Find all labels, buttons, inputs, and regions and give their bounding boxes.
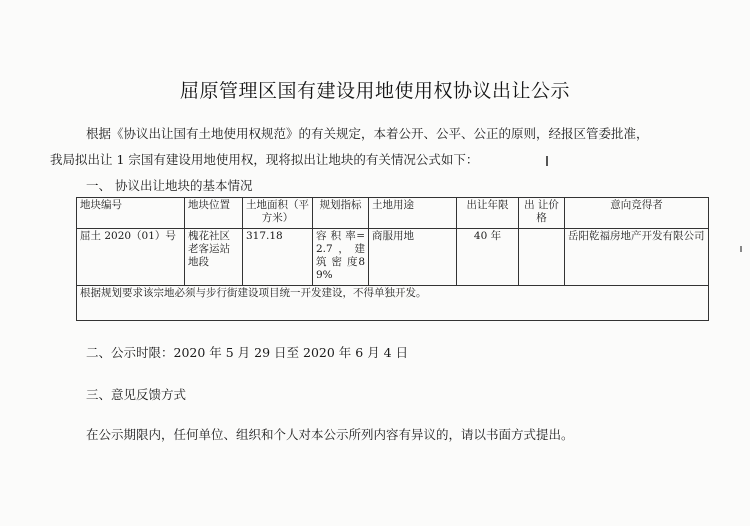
table-note-row bbox=[77, 286, 709, 321]
cell-land-use: 商服用地 bbox=[369, 229, 457, 286]
section-3-heading: 三、意见反馈方式 bbox=[86, 387, 187, 402]
section-3-text: 在公示期限内，任何单位、组织和个人对本公示所列内容有异议的，请以书面方式提出。 bbox=[86, 427, 574, 442]
header-term: 出让年限 bbox=[457, 198, 519, 229]
section-1-heading: 一、 协议出让地块的基本情况 bbox=[86, 178, 253, 193]
intro-paragraph-line-1: 根据《协议出让国有土地使用权规范》的有关规定，本着公开、公平、公正的原则，经报区管委批准， bbox=[86, 126, 649, 141]
scan-mark-edge bbox=[740, 246, 742, 252]
header-area: 土地面积（平方米） bbox=[243, 198, 313, 229]
cell-area: 317.18 bbox=[243, 229, 313, 286]
cell-term: 40 年 bbox=[457, 229, 519, 286]
header-location: 地块位置 bbox=[185, 198, 243, 229]
header-planning: 规划指标 bbox=[313, 198, 369, 229]
header-bidder: 意向竞得者 bbox=[565, 198, 709, 229]
header-parcel-no: 地块编号 bbox=[77, 198, 185, 229]
header-land-use: 土地用途 bbox=[369, 198, 457, 229]
cell-planning: 容 积 率=2.7，建 筑 密 度89% bbox=[313, 229, 369, 286]
cell-parcel-no: 屈土 2020（01）号 bbox=[77, 229, 185, 286]
section-2-heading: 二、公示时限：2020 年 5 月 29 日至 2020 年 6 月 4 日 bbox=[86, 345, 409, 360]
cell-bidder: 岳阳乾福房地产开发有限公司 bbox=[565, 229, 709, 286]
intro-paragraph-line-2: 我局拟出让 1 宗国有建设用地使用权，现将拟出让地块的有关情况公式如下： bbox=[50, 152, 479, 167]
document-title: 屈原管理区国有建设用地使用权协议出让公示 bbox=[179, 80, 570, 102]
header-price: 出 让价 格 bbox=[519, 198, 565, 229]
cell-note: 根据规划要求该宗地必须与步行街建设项目统一开发建设，不得单独开发。 bbox=[77, 286, 709, 321]
scan-mark-right bbox=[546, 156, 548, 166]
cell-price bbox=[519, 229, 565, 286]
table-header-row bbox=[77, 198, 709, 229]
cell-location: 槐花社区老客运站地段 bbox=[185, 229, 243, 286]
parcel-info-table bbox=[76, 197, 709, 321]
table-row bbox=[77, 229, 709, 286]
